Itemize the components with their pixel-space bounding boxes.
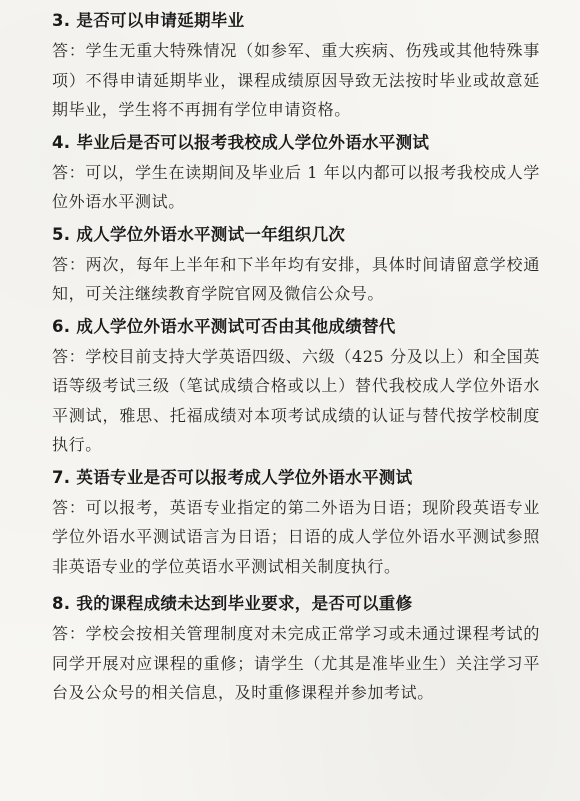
faq-item-7	[52, 463, 540, 582]
question-heading: 7. 英语专业是否可以报考成人学位外语水平测试	[52, 467, 413, 487]
question-heading: 4. 毕业后是否可以报考我校成人学位外语水平测试	[52, 132, 430, 152]
answer-text: 答：学校会按相关管理制度对未完成正常学习或未通过课程考试的同学开展对应课程的重修；请学生（尤其是准毕业生）关注学习平台及公众号的相关信息，及时重修课程并参加考试。	[52, 624, 540, 702]
answer-text: 答：可以，学生在读期间及毕业后 1 年以内都可以报考我校成人学位外语水平测试。	[52, 162, 540, 211]
faq-item-5	[52, 220, 540, 309]
question-heading: 6. 成人学位外语水平测试可否由其他成绩替代	[52, 316, 396, 336]
faq-item-8	[52, 589, 540, 708]
answer-text: 答：可以报考，英语专业指定的第二外语为日语；现阶段英语专业学位外语水平测试语言为日语；日语的成人学位外语水平测试参照非英语专业的学位英语水平测试相关制度执行。	[52, 497, 540, 576]
answer-text: 答：学校目前支持大学英语四级、六级（425 分及以上）和全国英语等级考试三级（笔试成绩合格或以上）替代我校成人学位外语水平测试，雅思、托福成绩对本项考试成绩的认证与替代按学校制度执行。	[52, 346, 540, 454]
faq-item-6	[52, 312, 540, 460]
answer-text: 答：学生无重大特殊情况（如参军、重大疾病、伤残或其他特殊事项）不得申请延期毕业，课程成绩原因导致无法按时毕业或故意延期毕业，学生将不再拥有学位申请资格。	[52, 41, 540, 119]
faq-item-4	[52, 128, 540, 217]
question-heading: 8. 我的课程成绩未达到毕业要求，是否可以重修	[52, 594, 413, 613]
question-heading: 3. 是否可以申请延期毕业	[52, 11, 245, 30]
faq-item-3	[52, 6, 540, 125]
answer-text: 答：两次，每年上半年和下半年均有安排，具体时间请留意学校通知，可关注继续教育学院官网及微信公众号。	[52, 254, 540, 303]
question-heading: 5. 成人学位外语水平测试一年组织几次	[52, 224, 346, 244]
